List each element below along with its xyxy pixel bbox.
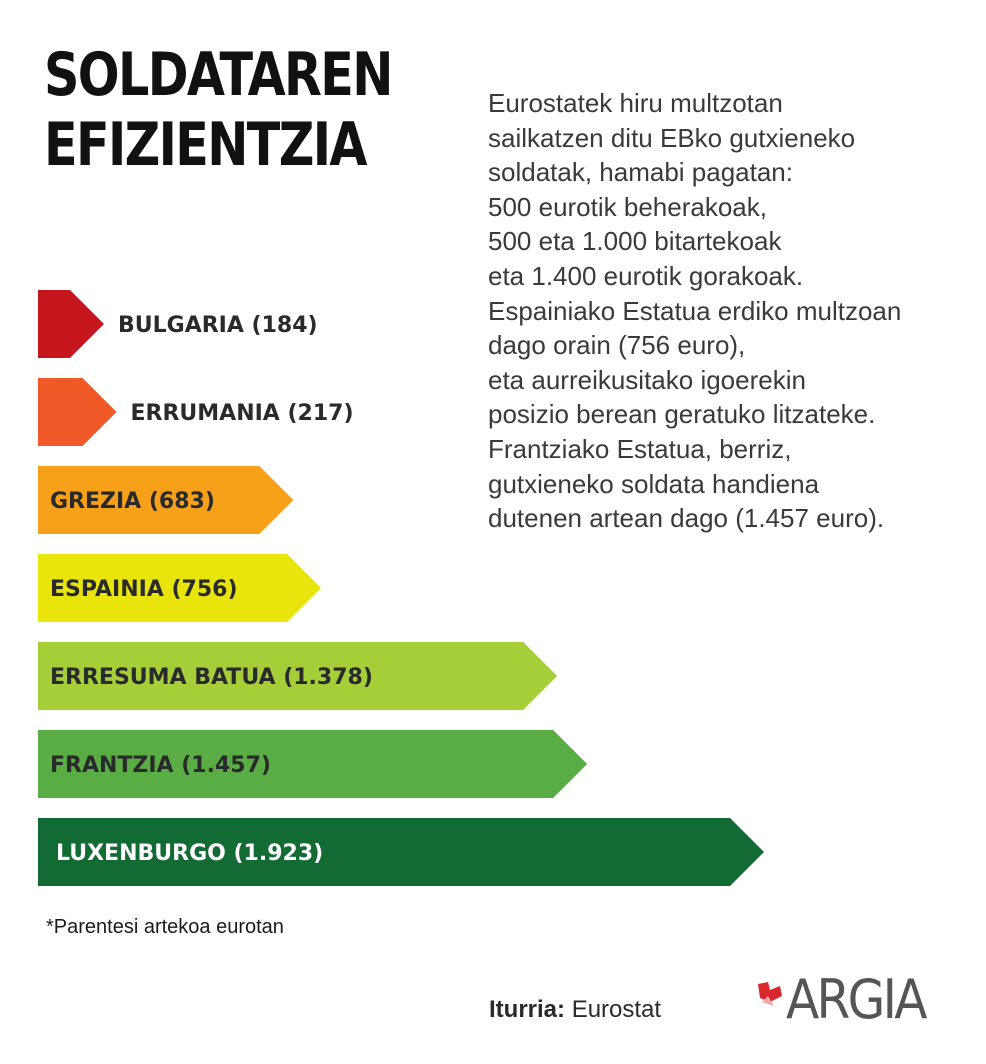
bar-errumania (38, 378, 117, 446)
bar-label: BULGARIA (184) (118, 313, 318, 338)
description-line: dutenen artean dago (1.457 euro). (488, 503, 885, 534)
description-line: sailkatzen ditu EBko gutxieneko (488, 122, 856, 153)
description-line: 500 eurotik beherakoak, (488, 191, 767, 222)
title-line-2: EFIZIENTZIA (44, 110, 366, 180)
source-line (489, 996, 661, 1024)
description-line: Eurostatek hiru multzotan (488, 88, 783, 118)
bar-label: ESPAINIA (756) (50, 577, 238, 602)
bar-label: ERRESUMA BATUA (1.378) (50, 665, 373, 690)
bar-bulgaria (38, 290, 104, 358)
description-line: Espainiako Estatua erdiko multzoan (488, 295, 902, 326)
description-line: 500 eta 1.000 bitartekoak (488, 226, 782, 257)
description-line: gutxieneko soldata handiena (488, 468, 820, 499)
title-line-1: SOLDATAREN (44, 40, 392, 110)
argia-logo (756, 968, 956, 1034)
description-line: dago orain (756 euro), (488, 330, 746, 361)
logo-mark-icon (756, 980, 786, 1010)
bar-label: GREZIA (683) (50, 489, 215, 514)
bar-label: LUXENBURGO (1.923) (56, 841, 324, 866)
bar-label: ERRUMANIA (217) (130, 401, 354, 426)
source-value: Eurostat (571, 996, 662, 1023)
footnote: *Parentesi artekoa eurotan (46, 916, 284, 938)
logo-text: ARGIA (786, 968, 925, 1031)
description-line: Frantziako Estatua, berriz, (488, 433, 792, 464)
description-line: posizio berean geratuko litzateke. (488, 399, 876, 430)
description-line: eta 1.400 eurotik gorakoak. (488, 260, 804, 291)
source-label: Iturria: (489, 996, 566, 1023)
bar-label: FRANTZIA (1.457) (50, 753, 271, 778)
description-line: soldatak, hamabi pagatan: (488, 157, 793, 188)
description-line: eta aurreikusitako igoerekin (488, 364, 806, 395)
